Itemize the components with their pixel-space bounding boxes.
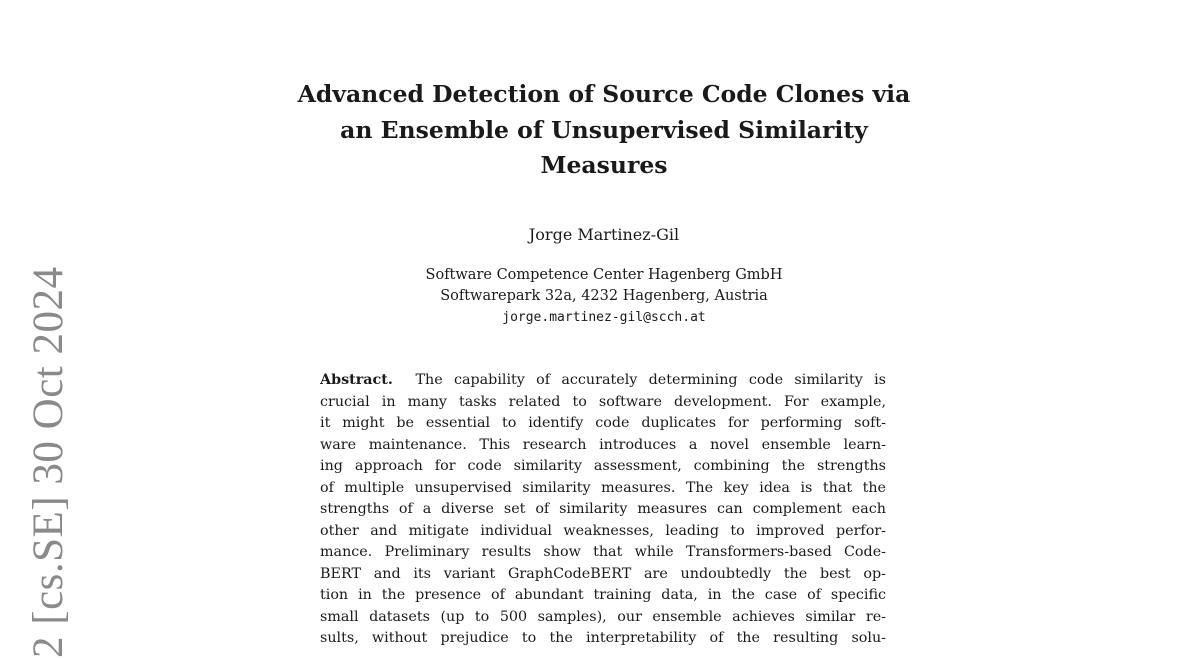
title-line: Advanced Detection of Source Code Clones via [297,80,911,108]
affiliation-address: Softwarepark 32a, 4232 Hagenberg, Austria [440,288,768,304]
abstract-first-line-text: The capability of accurately determining code similarity is [415,372,886,388]
author-affiliation [300,265,908,328]
abstract-line: tion in the presence of abundant training data, in the case of specific [320,587,886,603]
abstract-line: ing approach for code similarity assessment, combining the strengths [320,458,886,474]
author-email: jorge.martinez-gil@scch.at [502,310,706,325]
abstract-line: ware maintenance. This research introduces a novel ensemble learn- [320,436,886,453]
abstract-line: small datasets (up to 500 samples), our ensemble achieves similar re- [320,608,886,625]
paper-title [200,77,1008,184]
abstract-line: of multiple unsupervised similarity measures. The key idea is that the [320,479,886,496]
title-line: Measures [540,151,668,179]
abstract-line: crucial in many tasks related to software development. For example, [320,393,886,410]
abstract-line [320,370,886,392]
abstract-line: strengths of a diverse set of similarity measures can complement each [320,501,886,517]
author-name: Jorge Martinez-Gil [528,225,680,244]
abstract-heading: Abstract. [320,372,393,388]
abstract [320,370,886,650]
abstract-line: mance. Preliminary results show that while Transformers-based Code- [320,544,886,560]
abstract-line: other and mitigate individual weaknesses, leading to improved perfor- [320,522,886,539]
abstract-line: BERT and its variant GraphCodeBERT are undoubtedly the best op- [320,565,886,582]
abstract-line: it might be essential to identify code duplicates for performing soft- [320,415,886,431]
affiliation-organization: Software Competence Center Hagenberg GmbH [425,267,783,283]
abstract-line: sults, without prejudice to the interpretability of the resulting solu- [320,630,886,646]
arxiv-identifier-stamp: 2 [cs.SE] 30 Oct 2024 [25,266,72,658]
title-line: an Ensemble of Unsupervised Similarity [340,115,868,144]
